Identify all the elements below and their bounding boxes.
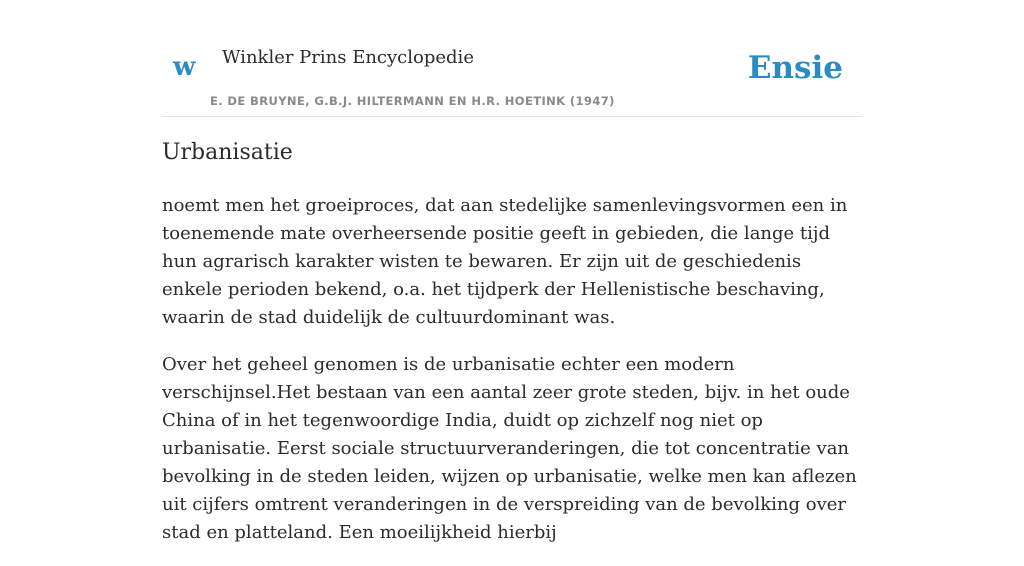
source-title[interactable]: Winkler Prins Encyclopedie [222, 47, 474, 68]
ensie-logo[interactable]: Ensie [747, 50, 843, 86]
source-authors: E. DE BRUYNE, G.B.J. HILTERMANN EN H.R. HOETINK (1947) [210, 94, 615, 108]
article-paragraph: noemt men het groeiproces, dat aan stedelijke samenlevingsvormen een in toenemende mate overheersende positie geeft in gebieden, die lange tijd hun agrarisch karakter wisten te bewaren. Er zijn uit de geschiedenis enkele perioden bekend, o.a. het tijdperk der Hellenistische beschaving, waarin de stad duidelijk de cultuurdominant was. [162, 195, 848, 328]
article-paragraph: Over het geheel genomen is de urbanisatie echter een modern verschijnsel.Het bestaan van een aantal zeer grote steden, bijv. in het oude China of in het tegenwoordige India, duidt op zichzelf nog niet op urbanisatie. Eerst sociale structuurveranderingen, die tot concentratie van bevolking in de steden leiden, wijzen op urbanisatie, welke men kan aflezen uit cijfers omtrent veranderingen in de verspreiding van de bevolking over stad en platteland. Een moeilijkheid hierbij [162, 354, 857, 543]
page-container [162, 0, 862, 543]
source-logo[interactable]: w [173, 52, 196, 82]
article-body [162, 192, 862, 566]
source-header [162, 0, 862, 117]
article-title: Urbanisatie [162, 140, 293, 165]
